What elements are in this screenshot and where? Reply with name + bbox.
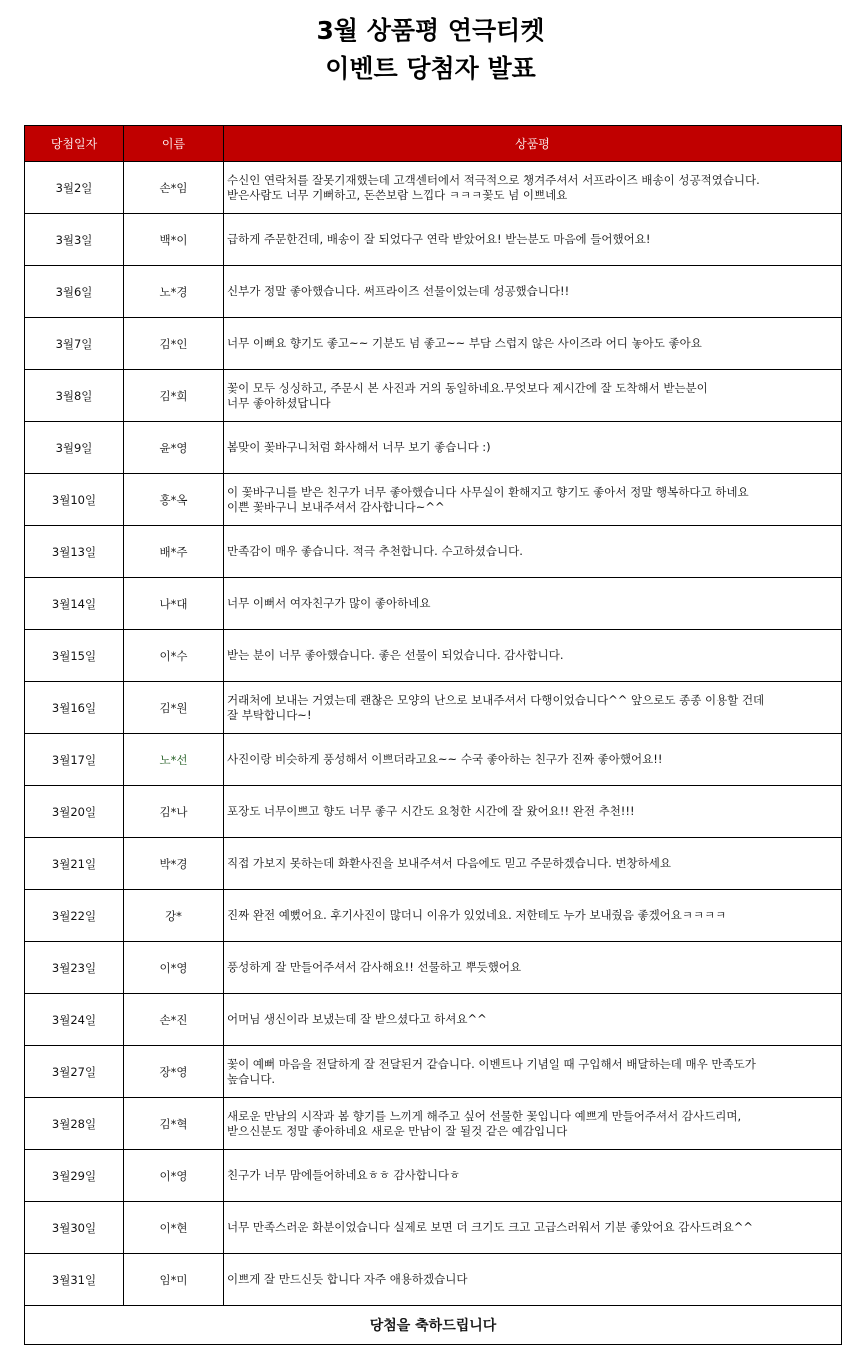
table-row xyxy=(25,318,842,370)
row-date: 3월15일 xyxy=(25,630,124,682)
row-review xyxy=(224,890,842,942)
row-name: 김*희 xyxy=(124,370,224,422)
table-row xyxy=(25,838,842,890)
row-name: 손*진 xyxy=(124,994,224,1046)
row-review xyxy=(224,786,842,838)
row-review xyxy=(224,734,842,786)
table-row xyxy=(25,1202,842,1254)
review-line: 받는 분이 너무 좋아했습니다. 좋은 선물이 되었습니다. 감사합니다. xyxy=(227,648,564,662)
review-line: 높습니다. xyxy=(227,1071,276,1086)
review-line: 급하게 주문한건데, 배송이 잘 되었다구 연락 받았어요! 받는분도 마음에 들어했어요! xyxy=(227,232,651,246)
review-line: 거래처에 보내는 거였는데 괜찮은 모양의 난으로 보내주셔서 다행이었습니다^^ 앞으로도 종종 이용할 건데 xyxy=(227,692,765,707)
row-date: 3월31일 xyxy=(25,1254,124,1306)
row-name: 이*영 xyxy=(124,1150,224,1202)
row-name: 임*미 xyxy=(124,1254,224,1306)
row-name: 백*이 xyxy=(124,214,224,266)
review-line: 사진이랑 비슷하게 풍성해서 이쁘더라고요~~ 수국 좋아하는 친구가 진짜 좋아했어요!! xyxy=(227,752,663,766)
review-line: 잘 부탁합니다~! xyxy=(227,707,312,722)
row-review xyxy=(224,214,842,266)
table-header-row xyxy=(25,126,842,162)
row-date: 3월17일 xyxy=(25,734,124,786)
row-name: 배*주 xyxy=(124,526,224,578)
table-row xyxy=(25,630,842,682)
row-review xyxy=(224,1254,842,1306)
review-line: 진짜 완전 예뻤어요. 후기사진이 많더니 이유가 있었네요. 저한테도 누가 보내줬음 좋겠어요ㅋㅋㅋㅋ xyxy=(227,908,727,922)
table-row xyxy=(25,1254,842,1306)
row-date: 3월3일 xyxy=(25,214,124,266)
row-date: 3월29일 xyxy=(25,1150,124,1202)
review-line: 이쁜 꽃바구니 보내주셔서 감사합니다~^^ xyxy=(227,499,445,514)
winners-table xyxy=(24,125,842,1345)
table-row xyxy=(25,162,842,214)
table-row xyxy=(25,422,842,474)
review-line: 너무 이뻐요 향기도 좋고~~ 기분도 넘 좋고~~ 부담 스럽지 않은 사이즈라 어디 놓아도 좋아요 xyxy=(227,336,702,350)
row-date: 3월22일 xyxy=(25,890,124,942)
review-line: 신부가 정말 좋아했습니다. 써프라이즈 선물이었는데 성공했습니다!! xyxy=(227,284,570,298)
table-row xyxy=(25,370,842,422)
row-review xyxy=(224,370,842,422)
row-review xyxy=(224,838,842,890)
review-line: 이 꽃바구니를 받은 친구가 너무 좋아했습니다 사무실이 환해지고 향기도 좋아서 정말 행복하다고 하네요 xyxy=(227,484,749,499)
row-name: 장*영 xyxy=(124,1046,224,1098)
table-row xyxy=(25,266,842,318)
review-line: 봄맞이 꽃바구니처럼 화사해서 너무 보기 좋습니다 :) xyxy=(227,440,491,454)
review-line: 너무 만족스러운 화분이었습니다 실제로 보면 더 크기도 크고 고급스러워서 기분 좋았어요 감사드려요^^ xyxy=(227,1220,754,1234)
row-review xyxy=(224,526,842,578)
row-date: 3월14일 xyxy=(25,578,124,630)
row-review xyxy=(224,942,842,994)
row-name: 윤*영 xyxy=(124,422,224,474)
row-review xyxy=(224,1150,842,1202)
review-line: 새로운 만남의 시작과 봄 향기를 느끼게 해주고 싶어 선물한 꽃입니다 예쁘게 만들어주셔서 감사드리며, xyxy=(227,1108,742,1123)
table-row xyxy=(25,526,842,578)
row-date: 3월27일 xyxy=(25,1046,124,1098)
row-date: 3월2일 xyxy=(25,162,124,214)
table-row xyxy=(25,474,842,526)
row-review xyxy=(224,266,842,318)
row-name: 이*영 xyxy=(124,942,224,994)
table-row xyxy=(25,786,842,838)
row-date: 3월30일 xyxy=(25,1202,124,1254)
table-row xyxy=(25,214,842,266)
row-name: 홍*옥 xyxy=(124,474,224,526)
review-line: 직접 가보지 못하는데 화환사진을 보내주셔서 다음에도 믿고 주문하겠습니다. 번창하세요 xyxy=(227,856,671,870)
table-row xyxy=(25,578,842,630)
review-line: 너무 이뻐서 여자친구가 많이 좋아하네요 xyxy=(227,596,431,610)
review-line: 받으신분도 정말 좋아하네요 새로운 만남이 잘 될것 같은 예감입니다 xyxy=(227,1123,568,1138)
table-body xyxy=(25,162,842,1306)
row-name: 노*경 xyxy=(124,266,224,318)
table-row xyxy=(25,994,842,1046)
congratulations-text: 당첨을 축하드립니다 xyxy=(25,1306,842,1345)
row-date: 3월16일 xyxy=(25,682,124,734)
review-line: 이쁘게 잘 만드신듯 합니다 자주 애용하겠습니다 xyxy=(227,1272,468,1286)
row-review xyxy=(224,474,842,526)
review-line: 풍성하게 잘 만들어주셔서 감사해요!! 선물하고 뿌듯했어요 xyxy=(227,960,522,974)
row-review xyxy=(224,422,842,474)
row-date: 3월8일 xyxy=(25,370,124,422)
review-line: 포장도 너무이쁘고 향도 너무 좋구 시간도 요청한 시간에 잘 왔어요!! 완전 추천!!! xyxy=(227,804,635,818)
row-name: 강* xyxy=(124,890,224,942)
review-line: 어머님 생신이라 보냈는데 잘 받으셨다고 하셔요^^ xyxy=(227,1012,487,1026)
table-row xyxy=(25,682,842,734)
review-line: 받은사람도 너무 기뻐하고, 돈쓴보람 느낍다 ㅋㅋㅋ꽃도 넘 이쁘네요 xyxy=(227,187,568,202)
row-name: 김*원 xyxy=(124,682,224,734)
page-title xyxy=(0,12,861,88)
row-name: 김*혁 xyxy=(124,1098,224,1150)
review-line: 친구가 너무 맘에들어하네요ㅎㅎ 감사합니다ㅎ xyxy=(227,1168,461,1182)
row-date: 3월9일 xyxy=(25,422,124,474)
row-name: 김*인 xyxy=(124,318,224,370)
row-review xyxy=(224,682,842,734)
footer-row xyxy=(25,1306,842,1345)
row-review xyxy=(224,994,842,1046)
review-line: 꽃이 예뻐 마음을 전달하게 잘 전달된거 같습니다. 이벤트나 기념일 때 구입해서 배달하는데 매우 만족도가 xyxy=(227,1056,756,1071)
row-date: 3월6일 xyxy=(25,266,124,318)
row-name: 나*대 xyxy=(124,578,224,630)
table-row xyxy=(25,1046,842,1098)
review-line: 만족감이 매우 좋습니다. 적극 추천합니다. 수고하셨습니다. xyxy=(227,544,523,558)
review-line: 꽃이 모두 싱싱하고, 주문시 본 사진과 거의 동일하네요.무엇보다 제시간에 잘 도착해서 받는분이 xyxy=(227,380,708,395)
header-date: 당첨일자 xyxy=(25,126,124,162)
review-line: 수신인 연락처를 잘못기재했는데 고객센터에서 적극적으로 챙겨주셔서 서프라이즈 배송이 성공적였습니다. xyxy=(227,172,760,187)
row-review xyxy=(224,630,842,682)
row-name: 이*현 xyxy=(124,1202,224,1254)
row-review xyxy=(224,318,842,370)
row-review xyxy=(224,1046,842,1098)
header-review: 상품평 xyxy=(224,126,842,162)
row-date: 3월13일 xyxy=(25,526,124,578)
row-name: 이*수 xyxy=(124,630,224,682)
row-review xyxy=(224,578,842,630)
row-review xyxy=(224,1098,842,1150)
row-name: 박*경 xyxy=(124,838,224,890)
review-line: 너무 좋아하셨답니다 xyxy=(227,395,331,410)
row-name: 손*임 xyxy=(124,162,224,214)
row-date: 3월20일 xyxy=(25,786,124,838)
row-date: 3월21일 xyxy=(25,838,124,890)
row-date: 3월7일 xyxy=(25,318,124,370)
row-date: 3월23일 xyxy=(25,942,124,994)
table-row xyxy=(25,734,842,786)
row-name: 노*선 xyxy=(124,734,224,786)
row-date: 3월28일 xyxy=(25,1098,124,1150)
title-line-1: 3월 상품평 연극티켓 xyxy=(316,16,545,45)
row-date: 3월10일 xyxy=(25,474,124,526)
title-line-2: 이벤트 당첨자 발표 xyxy=(325,54,536,83)
table-row xyxy=(25,890,842,942)
row-name: 김*나 xyxy=(124,786,224,838)
header-name: 이름 xyxy=(124,126,224,162)
row-review xyxy=(224,1202,842,1254)
table-row xyxy=(25,1150,842,1202)
table-row xyxy=(25,942,842,994)
table-row xyxy=(25,1098,842,1150)
row-date: 3월24일 xyxy=(25,994,124,1046)
row-review xyxy=(224,162,842,214)
